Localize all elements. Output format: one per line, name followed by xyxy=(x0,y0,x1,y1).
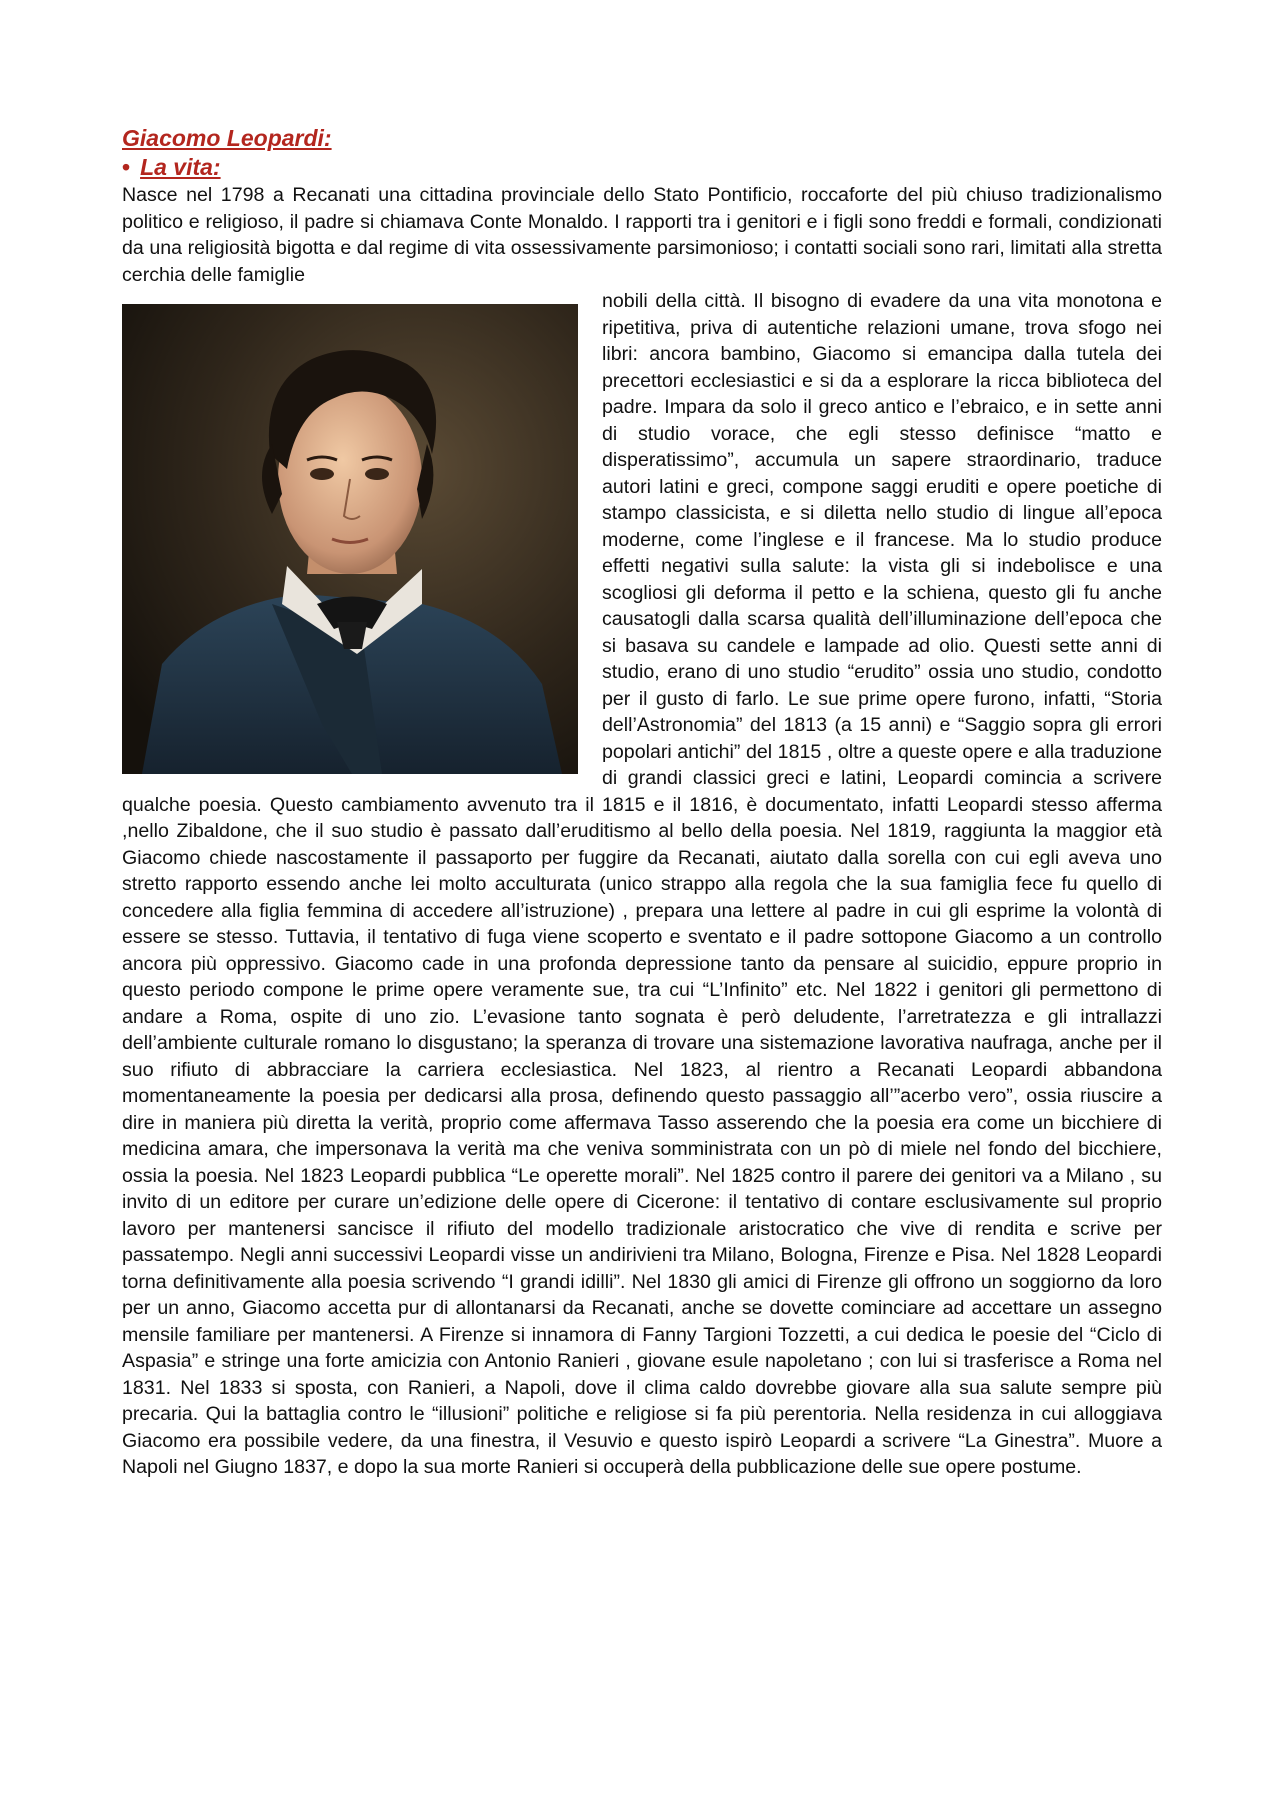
main-paragraph: nobili della città. Il bisogno di evadere da una vita monotona e ripetitiva, priva di autentiche relazioni umane, trova sfogo nei libri: ancora bambino, Giacomo si emancipa dalla tutela dei precettori ecclesiastici e si da a esplorare la ricca biblioteca del padre. Impara da solo il greco antico e l’ebraico, e in sette anni di studio vorace, che egli stesso definisce “matto e disperatissimo”, accumula un sapere straordinario, traduce autori latini e greci, compone saggi eruditi e opere poetiche di stampo classicista, e si diletta nello studio di lingue all’epoca moderne, come l’inglese e il francese. Ma lo studio produce effetti negativi sulla salute: la vista gli si indebolisce e una scogliosi gli deforma il petto e la schiena, questo gli fu anche causatogli dalla scarsa qualità dell’illuminazione dell’epoca che si basava su candele e lampade ad olio. Questi sette anni di studio, erano di uno studio “erudito” ossia uno studio, condotto per il gusto di farlo. Le sue prime opere furono, infatti, “Storia dell’Astronomia” del 1813 (a 15 anni) e “Saggio sopra gli errori popolari antichi” del 1815 , oltre a queste opere e alla traduzione di grandi classici greci e latini, Leopardi comincia a scrivere qualche poesia. Questo cambiamento avvenuto tra il 1815 e il 1816, è documentato, infatti Leopardi stesso afferma ,nello Zibaldone, che il suo studio è passato dall’eruditismo al bello della poesia. Nel 1819, raggiunta la maggior età Giacomo chiede nascostamente il passaporto per fuggire da Recanati, aiutato dalla sorella con cui egli aveva uno stretto rapporto essendo anche lei molto acculturata (unico strappo alla regola che la sua famiglia fece fu quello di concedere alla figlia femmina di accedere all’istruzione) , prepara una lettere al padre in cui gli esprime la volontà di essere se stesso. Tuttavia, il tentativo di fuga viene scoperto e sventato e il padre sottopone Giacomo a un controllo ancora più oppressivo. Giacomo cade in una profonda depressione tanto da pensare al suicidio, eppure proprio in questo periodo compone le prime opere veramente sue, tra cui “L’Infinito” etc. Nel 1822 i genitori gli permettono di andare a Roma, ospite di uno zio. L’evasione tanto sognata è però deludente, l’arretratezza e gli intrallazzi dell’ambiente culturale romano lo disgustano; la speranza di trovare una sistemazione lavorativa naufraga, anche per il suo rifiuto di abbracciare la carriera ecclesiastica. Nel 1823, al rientro a Recanati Leopardi abbandona momentaneamente la poesia per dedicarsi alla prosa, definendo questo passaggio all’”acerbo vero”, ossia riuscire a dire in maniera più diretta la verità, proprio come affermava Tasso asserendo che la poesia era come un bicchiere di medicina amara, che impersonava la verità ma che veniva somministrata con un pò di miele nel fondo del bicchiere, ossia la poesia. Nel 1823 Leopardi pubblica “Le operette morali”. Nel 1825 contro il parere dei genitori va a Milano , su invito di un editore per curare un’edizione delle opere di Cicerone: il tentativo di contare esclusivamente sul proprio lavoro per mantenersi sancisce il rifiuto del modello tradizionale aristocratico che vive di rendita e scrive per passatempo. Negli anni successivi Leopardi visse un andirivieni tra Milano, Bologna, Firenze e Pisa. Nel 1828 Leopardi torna definitivamente alla poesia scrivendo “I grandi idilli”. Nel 1830 gli amici di Firenze gli offrono un soggiorno da loro per un anno, Giacomo accetta pur di allontanarsi da Recanati, anche se dovette cominciare ad accettare un assegno mensile familiare per mantenersi. A Firenze si innamora di Fanny Targioni Tozzetti, a cui dedica le poesie del “Ciclo di Aspasia” e stringe una forte amicizia con Antonio Ranieri , giovane esule napoletano ; con lui si trasferisce a Roma nel 1831. Nel 1833 si sposta, con Ranieri, a Napoli, dove il clima caldo dovrebbe giovare alla sua salute sempre più precaria. Qui la battaglia contro le “illusioni” politiche e religiose si fa più perentoria. Nella residenza in cui alloggiava Giacomo era possibile vedere, da una finestra, il Vesuvio e questo ispirò Leopardi a scrivere “La Ginestra”. Muore a Napoli nel Giugno 1837, e dopo la sua morte Ranieri si occuperà della pubblicazione delle sue opere postume. xyxy=(122,290,1162,1478)
document-title: Giacomo Leopardi: xyxy=(122,125,332,151)
section-heading-label: La vita: xyxy=(140,154,221,180)
bullet-icon: • xyxy=(122,154,131,180)
section-heading xyxy=(122,153,1162,182)
document-page xyxy=(122,124,1162,1481)
intro-paragraph: Nasce nel 1798 a Recanati una cittadina provinciale dello Stato Pontificio, roccaforte del più chiuso tradizionalismo politico e religioso, il padre si chiamava Conte Monaldo. I rapporti tra i genitori e i figli sono freddi e formali, condizionati da una religiosità bigotta e dal regime di vita ossessivamente parsimonioso; i contatti sociali sono rari, limitati alla stretta cerchia delle famiglie xyxy=(122,184,1162,286)
portrait-image xyxy=(122,304,578,774)
